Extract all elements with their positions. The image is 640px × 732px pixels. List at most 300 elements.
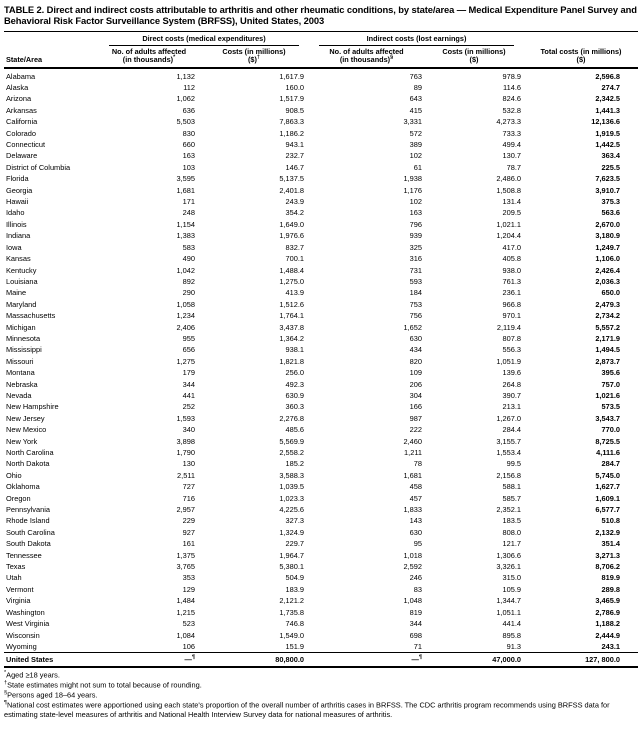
value-cell: 143 — [409, 516, 422, 526]
value-cell: 1,234 — [176, 311, 195, 321]
table-row — [4, 527, 638, 538]
table-row — [4, 630, 638, 641]
value-cell: 630.9 — [285, 390, 304, 400]
value-cell: 1,976.6 — [279, 231, 304, 241]
indirect-costs-column-header: Costs (in millions) ($) — [424, 46, 524, 68]
value-cell: 1,609.1 — [595, 493, 620, 503]
value-cell: 3,331 — [403, 117, 422, 127]
value-cell: 796 — [409, 219, 422, 229]
value-cell: 1,553.4 — [496, 448, 521, 458]
value-cell: 417.0 — [502, 242, 521, 252]
state-name: Louisiana — [6, 276, 38, 286]
value-cell: 229.7 — [285, 539, 304, 549]
state-name: Virginia — [6, 596, 31, 606]
value-cell: 1,681 — [176, 185, 195, 195]
value-cell: 2,670.0 — [595, 219, 620, 229]
state-name: New Jersey — [6, 413, 45, 423]
value-cell: 1,324.9 — [279, 527, 304, 537]
state-name: Michigan — [6, 322, 36, 332]
table-row — [4, 139, 638, 150]
value-cell: 1,062 — [176, 94, 195, 104]
value-cell: 3,465.9 — [595, 596, 620, 606]
value-cell: 184 — [409, 288, 422, 298]
value-cell: 5,569.9 — [279, 436, 304, 446]
value-cell: 1,549.0 — [279, 630, 304, 640]
value-cell: 510.8 — [601, 516, 620, 526]
table-row — [4, 493, 638, 504]
value-cell: 1,441.3 — [595, 105, 620, 115]
state-name: Utah — [6, 573, 22, 583]
value-cell: 499.4 — [502, 140, 521, 150]
state-name: Maine — [6, 288, 27, 298]
value-cell: 3,588.3 — [279, 470, 304, 480]
state-name: Massachusetts — [6, 311, 56, 321]
value-cell: 316 — [409, 254, 422, 264]
value-cell: 955 — [182, 333, 195, 343]
footnote-aged: *Aged ≥18 years. — [4, 670, 60, 680]
value-cell: 698 — [409, 630, 422, 640]
direct-costs-column-header: Costs (in millions) ($)† — [199, 46, 309, 68]
value-cell: 819.9 — [601, 573, 620, 583]
state-name: Arkansas — [6, 105, 37, 115]
value-cell: 978.9 — [502, 71, 521, 81]
table-row — [4, 230, 638, 241]
state-name: Florida — [6, 174, 29, 184]
value-cell: 252 — [182, 402, 195, 412]
value-cell: 166 — [409, 402, 422, 412]
value-cell: 1,512.6 — [279, 299, 304, 309]
costs-table — [4, 31, 638, 668]
table-row — [4, 561, 638, 572]
value-cell: 987 — [409, 413, 422, 423]
value-cell: 179 — [182, 368, 195, 378]
table-row — [4, 150, 638, 161]
value-cell: 2,558.2 — [279, 448, 304, 458]
value-cell: 1,042 — [176, 265, 195, 275]
value-cell: 353 — [182, 573, 195, 583]
value-cell: 4,273.3 — [496, 117, 521, 127]
group-header-spacer — [4, 31, 99, 45]
total-row-direct-n: —¶ — [99, 653, 199, 668]
table-row — [4, 322, 638, 333]
state-name: Illinois — [6, 219, 27, 229]
table-row — [4, 538, 638, 549]
table-row — [4, 207, 638, 218]
state-name: Texas — [6, 562, 26, 572]
value-cell: 264.8 — [502, 379, 521, 389]
value-cell: 593 — [409, 276, 422, 286]
value-cell: 1,249.7 — [595, 242, 620, 252]
value-cell: 284.4 — [502, 425, 521, 435]
value-cell: 375.3 — [601, 197, 620, 207]
state-name: Nevada — [6, 390, 32, 400]
value-cell: 2,119.4 — [496, 322, 521, 332]
value-cell: 209.5 — [502, 208, 521, 218]
value-cell: 315.0 — [502, 573, 521, 583]
value-cell: 1,039.5 — [279, 482, 304, 492]
value-cell: 1,964.7 — [279, 550, 304, 560]
value-cell: 8,706.2 — [595, 562, 620, 572]
value-cell: 102 — [409, 197, 422, 207]
value-cell: 1,154 — [176, 219, 195, 229]
value-cell: 1,508.8 — [496, 185, 521, 195]
value-cell: 757.0 — [601, 379, 620, 389]
table-row — [4, 265, 638, 276]
value-cell: 939 — [409, 231, 422, 241]
value-cell: 2,406 — [176, 322, 195, 332]
value-cell: 556.3 — [502, 345, 521, 355]
value-cell: 1,021.6 — [595, 390, 620, 400]
value-cell: 248 — [182, 208, 195, 218]
table-row — [4, 424, 638, 435]
table-row — [4, 413, 638, 424]
total-costs-column-header: Total costs (in millions) ($) — [524, 46, 638, 68]
value-cell: 700.1 — [285, 254, 304, 264]
value-cell: 5,557.2 — [595, 322, 620, 332]
state-name: Montana — [6, 368, 35, 378]
value-cell: 3,910.7 — [595, 185, 620, 195]
table-row — [4, 128, 638, 139]
value-cell: 1,132 — [176, 71, 195, 81]
value-cell: 630 — [409, 333, 422, 343]
value-cell: 130 — [182, 459, 195, 469]
value-cell: 7,863.3 — [279, 117, 304, 127]
value-cell: 643 — [409, 94, 422, 104]
value-cell: 415 — [409, 105, 422, 115]
value-cell: 763 — [409, 71, 422, 81]
value-cell: 151.9 — [285, 641, 304, 651]
value-cell: 492.3 — [285, 379, 304, 389]
value-cell: 650.0 — [601, 288, 620, 298]
value-cell: 246 — [409, 573, 422, 583]
value-cell: 5,137.5 — [279, 174, 304, 184]
value-cell: 1,383 — [176, 231, 195, 241]
table-row — [4, 550, 638, 561]
value-cell: 284.7 — [601, 459, 620, 469]
value-cell: 3,765 — [176, 562, 195, 572]
value-cell: 360.3 — [285, 402, 304, 412]
value-cell: 970.1 — [502, 311, 521, 321]
direct-costs-group-header — [99, 31, 309, 45]
value-cell: 106 — [182, 641, 195, 651]
value-cell: 225.5 — [601, 162, 620, 172]
table-row — [4, 82, 638, 93]
table-row — [4, 618, 638, 629]
footnotes — [4, 670, 636, 719]
value-cell: 129 — [182, 584, 195, 594]
value-cell: 1,593 — [176, 413, 195, 423]
value-cell: 3,595 — [176, 174, 195, 184]
total-row-total-cost: 127, 800.0 — [524, 653, 638, 668]
value-cell: 1,344.7 — [496, 596, 521, 606]
value-cell: 1,649.0 — [279, 219, 304, 229]
value-cell: 927 — [182, 527, 195, 537]
value-cell: 95 — [413, 539, 422, 549]
value-cell: 2,121.2 — [279, 596, 304, 606]
value-cell: 1,176 — [403, 185, 422, 195]
value-cell: 660 — [182, 140, 195, 150]
value-cell: 504.9 — [285, 573, 304, 583]
value-cell: 588.1 — [502, 482, 521, 492]
state-name: Georgia — [6, 185, 33, 195]
table-row — [4, 173, 638, 184]
value-cell: 185.2 — [285, 459, 304, 469]
total-row-label: United States — [4, 653, 99, 668]
state-name: North Dakota — [6, 459, 50, 469]
value-cell: 630 — [409, 527, 422, 537]
state-area-column-header: State/Area — [4, 46, 99, 68]
value-cell: 91.3 — [506, 641, 521, 651]
value-cell: 1,267.0 — [496, 413, 521, 423]
value-cell: 340 — [182, 425, 195, 435]
value-cell: 232.7 — [285, 151, 304, 161]
value-cell: 109 — [409, 368, 422, 378]
state-name: Connecticut — [6, 140, 46, 150]
value-cell: 457 — [409, 493, 422, 503]
value-cell: 1,790 — [176, 448, 195, 458]
value-cell: 1,048 — [403, 596, 422, 606]
value-cell: 563.6 — [601, 208, 620, 218]
value-cell: 636 — [182, 105, 195, 115]
value-cell: 1,306.6 — [496, 550, 521, 560]
total-row-indirect-cost: 47,000.0 — [424, 653, 524, 668]
value-cell: 390.7 — [502, 390, 521, 400]
value-cell: 2,444.9 — [595, 630, 620, 640]
value-cell: 290 — [182, 288, 195, 298]
value-cell: 131.4 — [502, 197, 521, 207]
value-cell: 2,276.8 — [279, 413, 304, 423]
state-name: New Hampshire — [6, 402, 59, 412]
table-row — [4, 356, 638, 367]
value-cell: 1,051.1 — [496, 607, 521, 617]
table-body — [4, 68, 638, 653]
value-cell: 163 — [182, 151, 195, 161]
value-cell: 1,617.9 — [279, 71, 304, 81]
group-header-row — [4, 31, 638, 45]
value-cell: 183.5 — [502, 516, 521, 526]
value-cell: 1,833 — [403, 505, 422, 515]
value-cell: 5,380.1 — [279, 562, 304, 572]
value-cell: 2,342.5 — [595, 94, 620, 104]
indirect-costs-group-header — [309, 31, 524, 45]
state-name: Alabama — [6, 71, 36, 81]
table-row — [4, 607, 638, 618]
value-cell: 523 — [182, 619, 195, 629]
value-cell: 2,873.7 — [595, 356, 620, 366]
footnote-rounding: †State estimates might not sum to total because of rounding. — [4, 680, 202, 690]
value-cell: 103 — [182, 162, 195, 172]
value-cell: 1,764.1 — [279, 311, 304, 321]
table-row — [4, 68, 638, 82]
value-cell: 1,517.9 — [279, 94, 304, 104]
value-cell: 824.6 — [502, 94, 521, 104]
value-cell: 770.0 — [601, 425, 620, 435]
state-name: Vermont — [6, 584, 34, 594]
value-cell: 820 — [409, 356, 422, 366]
value-cell: 2,426.4 — [595, 265, 620, 275]
value-cell: 573.5 — [601, 402, 620, 412]
value-cell: 161 — [182, 539, 195, 549]
value-cell: 1,442.5 — [595, 140, 620, 150]
value-cell: 289.8 — [601, 584, 620, 594]
value-cell: 1,084 — [176, 630, 195, 640]
value-cell: 3,326.1 — [496, 562, 521, 572]
table-row — [4, 299, 638, 310]
table-row — [4, 504, 638, 515]
table-row — [4, 287, 638, 298]
state-name: Iowa — [6, 242, 22, 252]
value-cell: 3,543.7 — [595, 413, 620, 423]
table-row — [4, 105, 638, 116]
value-cell: 236.1 — [502, 288, 521, 298]
state-name: South Carolina — [6, 527, 55, 537]
value-cell: 2,156.8 — [496, 470, 521, 480]
table-row — [4, 93, 638, 104]
value-cell: 243.9 — [285, 197, 304, 207]
value-cell: 1,211 — [404, 448, 422, 458]
value-cell: 327.3 — [285, 516, 304, 526]
value-cell: 8,725.5 — [595, 436, 620, 446]
value-cell: 105.9 — [502, 584, 521, 594]
state-name: Delaware — [6, 151, 38, 161]
value-cell: 1,215 — [176, 607, 195, 617]
table-row — [4, 436, 638, 447]
state-name: Idaho — [6, 208, 25, 218]
value-cell: 2,036.3 — [595, 276, 620, 286]
value-cell: 183.9 — [285, 584, 304, 594]
value-cell: 1,275 — [176, 356, 195, 366]
value-cell: 458 — [409, 482, 422, 492]
value-cell: 3,271.3 — [595, 550, 620, 560]
value-cell: 808.0 — [502, 527, 521, 537]
value-cell: 1,021.1 — [496, 219, 521, 229]
group-header-spacer — [524, 31, 638, 45]
table-row — [4, 595, 638, 606]
table-row — [4, 276, 638, 287]
state-name: Washington — [6, 607, 45, 617]
united-states-total-row — [4, 653, 638, 668]
value-cell: 583 — [182, 242, 195, 252]
value-cell: 1,652 — [403, 322, 422, 332]
value-cell: 2,734.2 — [595, 311, 620, 321]
value-cell: 78 — [413, 459, 422, 469]
state-name: Wyoming — [6, 641, 37, 651]
value-cell: 908.5 — [285, 105, 304, 115]
table-row — [4, 185, 638, 196]
value-cell: 395.6 — [601, 368, 620, 378]
value-cell: 807.8 — [502, 333, 521, 343]
value-cell: 2,132.9 — [595, 527, 620, 537]
table-row — [4, 379, 638, 390]
value-cell: 405.8 — [502, 254, 521, 264]
value-cell: 213.1 — [502, 402, 521, 412]
value-cell: 206 — [409, 379, 422, 389]
table-row — [4, 242, 638, 253]
value-cell: 12,136.6 — [591, 117, 620, 127]
value-cell: 441 — [182, 390, 195, 400]
state-name: Oregon — [6, 493, 31, 503]
value-cell: 585.7 — [502, 493, 521, 503]
state-name: Kentucky — [6, 265, 37, 275]
value-cell: 830 — [182, 128, 195, 138]
value-cell: 139.6 — [502, 368, 521, 378]
value-cell: 5,745.0 — [595, 470, 620, 480]
value-cell: 2,486.0 — [496, 174, 521, 184]
total-row-indirect-n: —¶ — [309, 653, 424, 668]
table-row — [4, 572, 638, 583]
state-name: District of Columbia — [6, 162, 71, 172]
value-cell: 1,735.8 — [279, 607, 304, 617]
value-cell: 3,155.7 — [496, 436, 521, 446]
value-cell: 389 — [409, 140, 422, 150]
value-cell: 61 — [413, 162, 422, 172]
table-row — [4, 116, 638, 127]
value-cell: 731 — [409, 265, 422, 275]
value-cell: 102 — [409, 151, 422, 161]
value-cell: 532.8 — [502, 105, 521, 115]
value-cell: 1,106.0 — [595, 254, 620, 264]
state-name: Kansas — [6, 254, 31, 264]
state-name: Mississippi — [6, 345, 42, 355]
state-name: New Mexico — [6, 425, 47, 435]
value-cell: 2,352.1 — [496, 505, 521, 515]
value-cell: 2,460 — [403, 436, 422, 446]
state-name: California — [6, 117, 38, 127]
value-cell: 756 — [409, 311, 422, 321]
table-row — [4, 401, 638, 412]
value-cell: 2,401.8 — [279, 185, 304, 195]
value-cell: 2,596.8 — [595, 71, 620, 81]
value-cell: 3,898 — [176, 436, 195, 446]
value-cell: 1,186.2 — [279, 128, 304, 138]
value-cell: 1,627.7 — [595, 482, 620, 492]
table-row — [4, 333, 638, 344]
state-name: Wisconsin — [6, 630, 40, 640]
value-cell: 2,171.9 — [595, 333, 620, 343]
table-row — [4, 447, 638, 458]
value-cell: 832.7 — [285, 242, 304, 252]
value-cell: 6,577.7 — [595, 505, 620, 515]
state-name: Hawaii — [6, 197, 29, 207]
value-cell: 938.0 — [502, 265, 521, 275]
value-cell: 363.4 — [601, 151, 620, 161]
footnote-national-estimates: ¶National cost estimates were apportioned using each state's proportion of the overall number of arthritis cases in BRFSS. The CDC arthritis program recommends using BRFSS data for estimating state-level measures of arthritis and National Health Interview Survey data for national measures of arthritis. — [4, 700, 610, 720]
table-row — [4, 162, 638, 173]
indirect-adults-column-header: No. of adults affected (in thousands)§ — [309, 46, 424, 68]
value-cell: 325 — [409, 242, 422, 252]
table-row — [4, 310, 638, 321]
value-cell: 1,494.5 — [595, 345, 620, 355]
value-cell: 1,051.9 — [496, 356, 521, 366]
table-row — [4, 470, 638, 481]
state-name: Colorado — [6, 128, 36, 138]
value-cell: 746.8 — [285, 619, 304, 629]
value-cell: 2,479.3 — [595, 299, 620, 309]
value-cell: 121.7 — [502, 539, 521, 549]
state-name: Nebraska — [6, 379, 38, 389]
value-cell: 146.7 — [285, 162, 304, 172]
table-row — [4, 367, 638, 378]
direct-adults-column-header: No. of adults affected (in thousands)* — [99, 46, 199, 68]
value-cell: 171 — [182, 197, 195, 207]
value-cell: 434 — [409, 345, 422, 355]
value-cell: 656 — [182, 345, 195, 355]
value-cell: 2,511 — [177, 470, 195, 480]
value-cell: 130.7 — [502, 151, 521, 161]
value-cell: 895.8 — [502, 630, 521, 640]
value-cell: 2,592 — [403, 562, 422, 572]
value-cell: 2,957 — [176, 505, 195, 515]
